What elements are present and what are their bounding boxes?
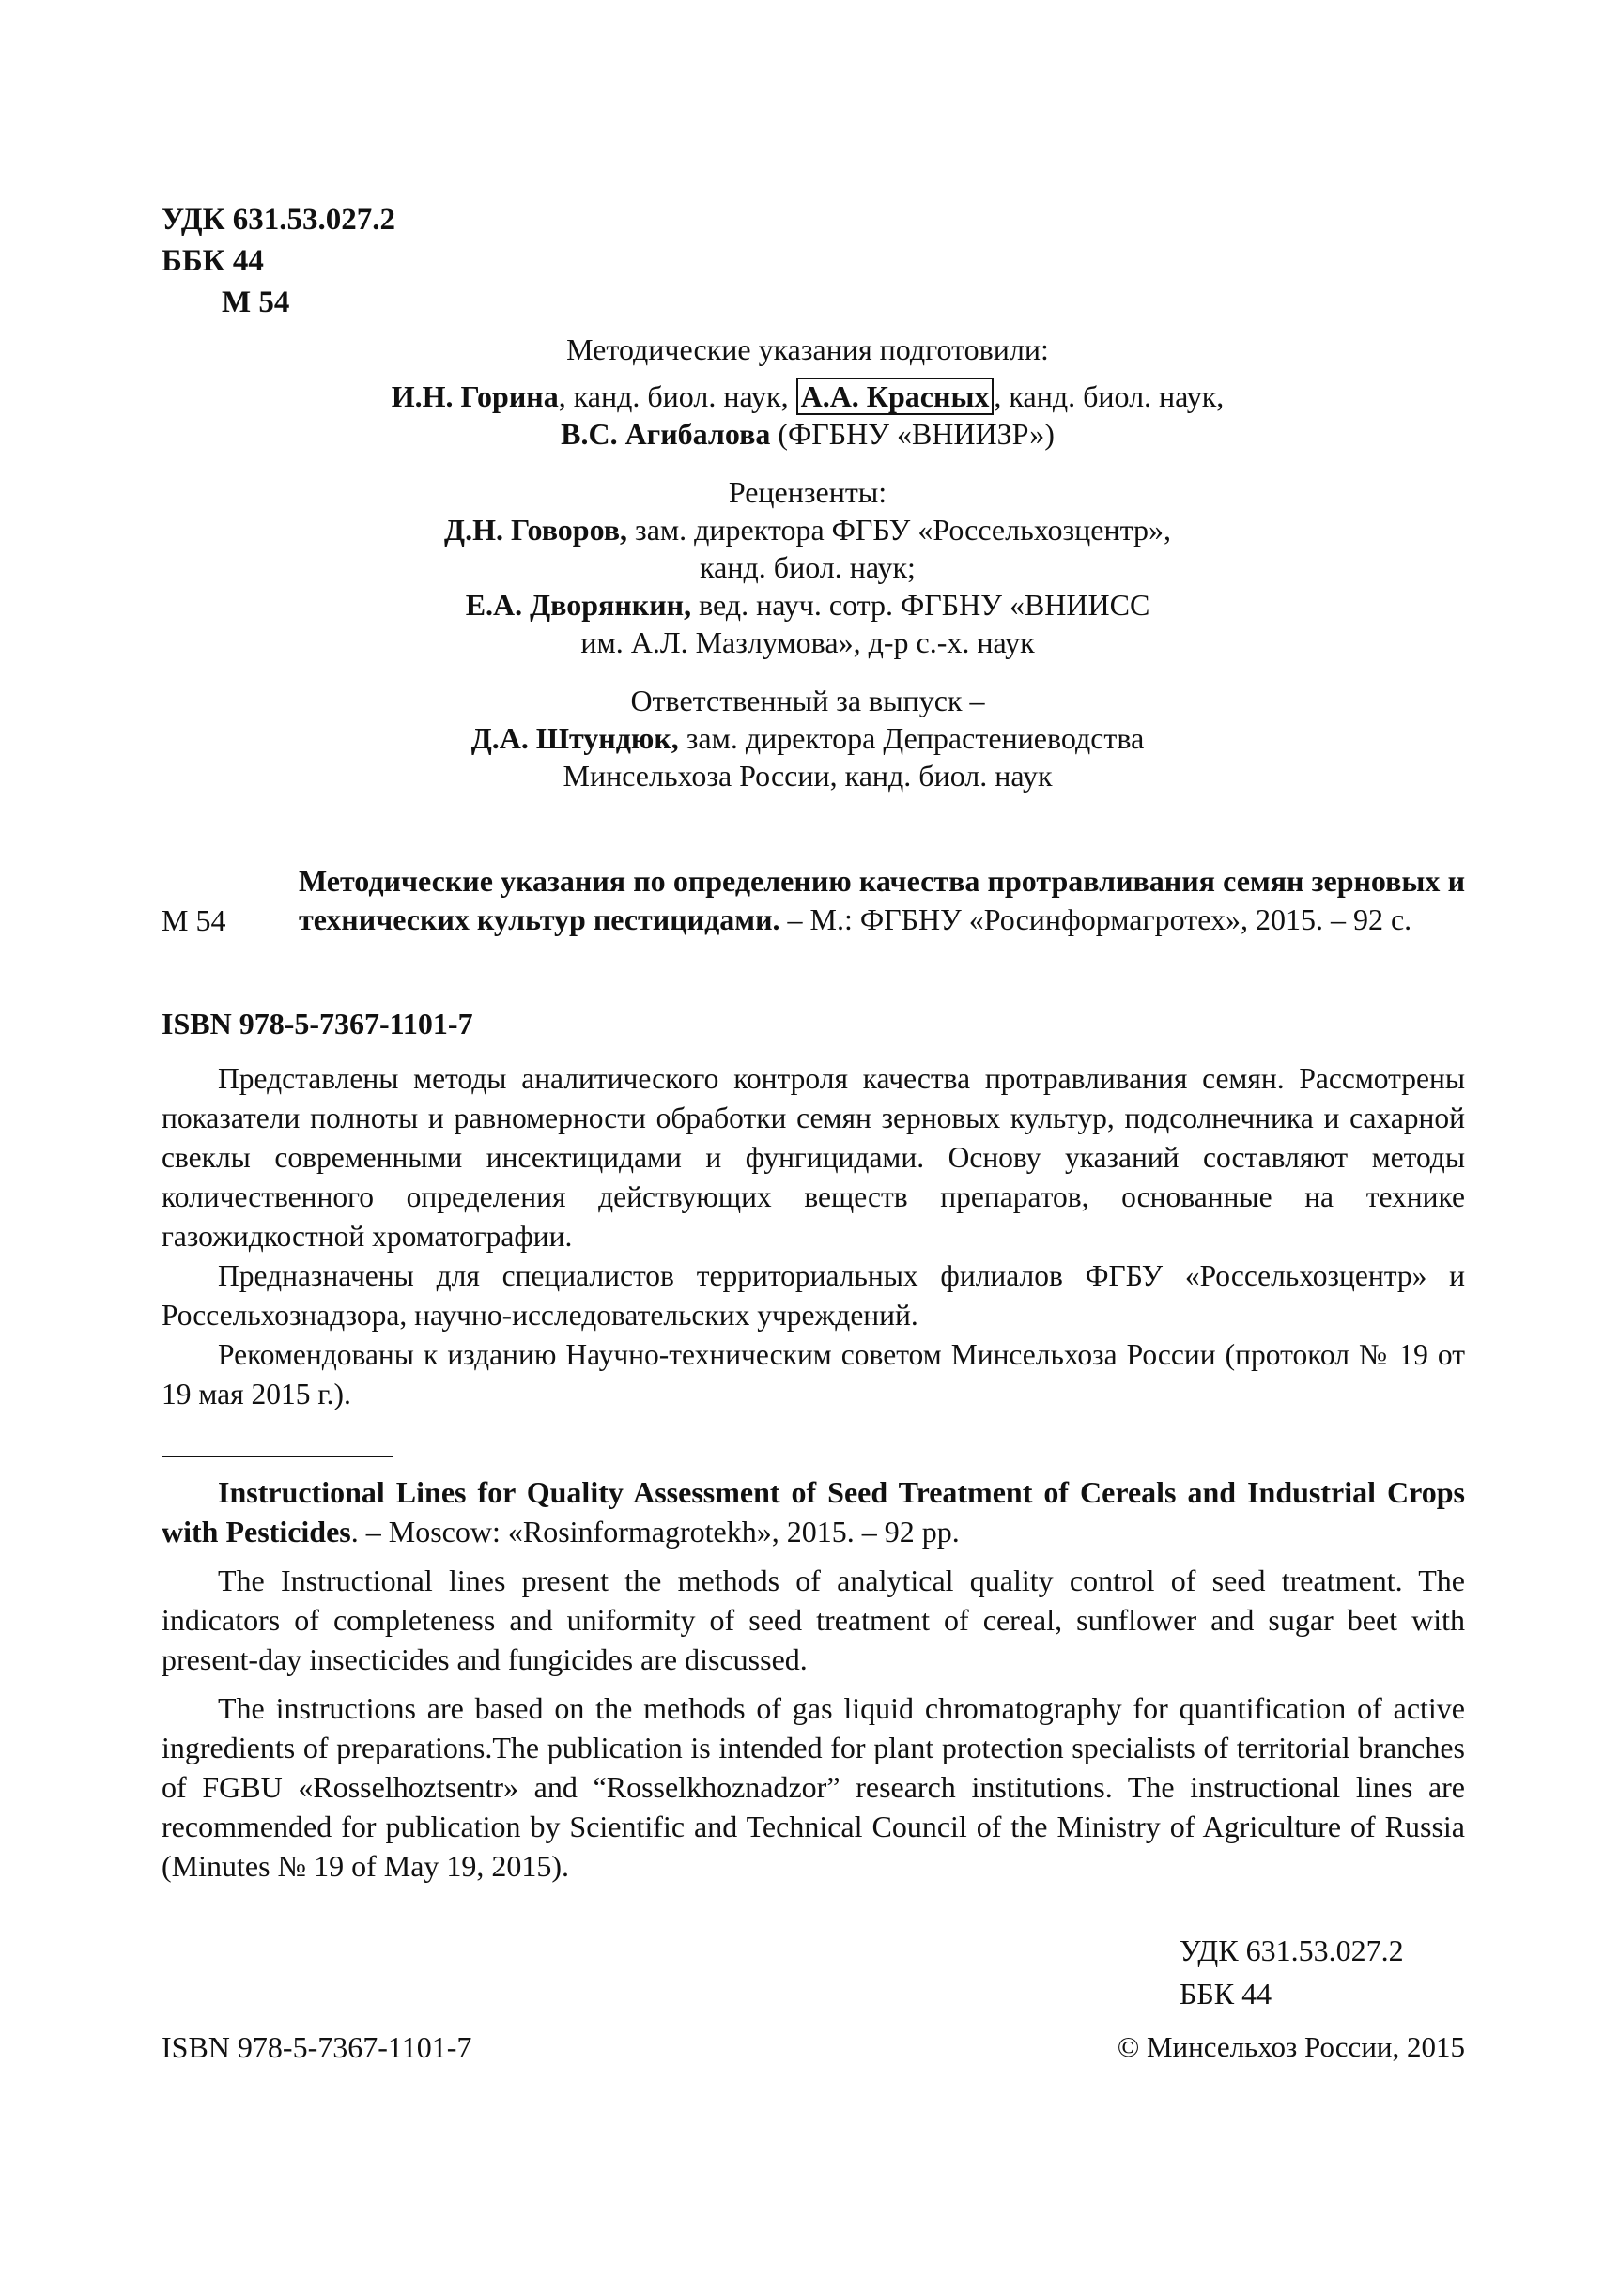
annotation (162, 1059, 1465, 1414)
english-entry (162, 1472, 1465, 1551)
reviewer-line (150, 586, 1465, 624)
reviewer-name: Д.Н. Говоров, (444, 513, 628, 547)
authors-line-2 (150, 415, 1465, 453)
annotation-paragraph: Предназначены для специалистов территориальных филиалов ФГБУ «Россельхозцентр» и Россельхознадзора, научно-исследовательских учреждений. (162, 1259, 1465, 1332)
divider (162, 1456, 393, 1457)
reviewer-degree: канд. биол. наук; (700, 550, 916, 584)
reviewer-position: вед. науч. сотр. ФГБНУ «ВНИИСС (691, 588, 1150, 622)
prepared-heading: Методические указания подготовили: (566, 332, 1049, 366)
responsible-line (150, 719, 1465, 757)
responsible-org: Минсельхоза России, канд. биол. наук (563, 759, 1053, 793)
book-side-mark: М 54 (162, 903, 226, 937)
footer-bbk: ББК 44 (1180, 1977, 1272, 2011)
reviewer-position: зам. директора ФГБУ «Россельхозцентр», (627, 513, 1171, 547)
bbk-code: ББК 44 (162, 244, 264, 278)
footer-udk: УДК 631.53.027.2 (1180, 1934, 1404, 1967)
responsible-position: зам. директора Депрастениеводства (678, 721, 1145, 755)
book-imprint: – М.: ФГБНУ «Росинформагротех», 2015. – 92 с. (779, 902, 1412, 936)
reviewer-line (150, 511, 1465, 548)
credits-block (150, 331, 1465, 794)
responsible-heading: Ответственный за выпуск – (630, 684, 985, 717)
bibliographic-entry (299, 862, 1465, 939)
english-paragraph: The instructions are based on the methods of gas liquid chromatography for quantification of active ingredients of preparations.The publication is intended for plant protection specialists of territorial branches of FGBU «Rosselhoztsentr» and “Rosselkhoznadzor” research institutions. The instructional lines are recommended for publication by Scientific and Technical Council of the Ministry of Agriculture of Russia (Minutes № 19 of May 19, 2015). (162, 1691, 1465, 1883)
author-name-boxed: А.А. Красных (796, 378, 995, 415)
english-paragraph: The Instructional lines present the methods of analytical quality control of seed treatment. The indicators of completeness and uniformity of seed treatment of cereal, sunflower and sugar beet with present-day insecticides and fungicides are discussed. (162, 1564, 1465, 1676)
author-name: И.Н. Горина (391, 379, 559, 413)
isbn-bold: ISBN 978-5-7367-1101-7 (162, 1007, 473, 1040)
classification-codes (162, 199, 395, 323)
reviewer-name: Е.А. Дворянкин, (465, 588, 692, 622)
author-mark: М 54 (222, 285, 290, 319)
authors-line-1 (150, 378, 1465, 415)
english-imprint: . – Moscow: «Rosinformagrotekh», 2015. – 92 pp. (350, 1515, 960, 1549)
footer-codes (1180, 1929, 1404, 2015)
author-degree: , канд. биол. наук, (994, 379, 1225, 413)
annotation-paragraph: Представлены методы аналитического контроля качества протравливания семян. Рассмотрены показатели полноты и равномерности обработки семян зерновых культур, подсолнечника и сахарной свеклы современными инсектицидами и фунгицидами. Основу указаний составляют методы количественного определения действующих веществ препаратов, основанные на технике газожидкостной хроматографии. (162, 1062, 1465, 1253)
footer-isbn: ISBN 978-5-7367-1101-7 (162, 2030, 472, 2064)
english-title: Instructional Lines for Quality Assessment of Seed Treatment of Cereals and Industrial Crops with Pesticides (162, 1475, 1465, 1549)
annotation-paragraph: Рекомендованы к изданию Научно-техническим советом Минсельхоза России (протокол № 19 от 19 мая 2015 г.). (162, 1338, 1465, 1410)
author-name: В.С. Агибалова (561, 417, 771, 451)
author-degree: , канд. биол. наук, (558, 379, 796, 413)
author-org: (ФГБНУ «ВНИИЗР») (770, 417, 1055, 451)
copyright: © Минсельхоз России, 2015 (1117, 2030, 1465, 2063)
reviewers-heading: Рецензенты: (728, 475, 887, 509)
english-abstract (162, 1472, 1465, 1895)
reviewer-degree: им. А.Л. Мазлумова», д-р с.-х. наук (580, 625, 1035, 659)
book-title: Методические указания по определению качества протравливания семян зерновых и технических культур пестицидами. (299, 864, 1465, 936)
responsible-name: Д.А. Штундюк, (470, 721, 679, 755)
udk-code: УДК 631.53.027.2 (162, 203, 396, 237)
